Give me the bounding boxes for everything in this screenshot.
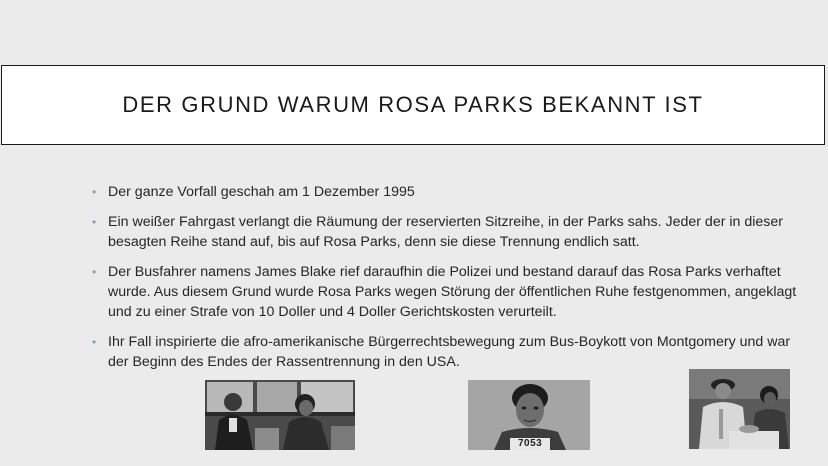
- title-box: [1, 65, 825, 145]
- bullet-item: [92, 182, 814, 202]
- bullet-dot-icon: •: [92, 185, 97, 199]
- bullet-dot-icon: •: [92, 215, 97, 229]
- bullet-item: [92, 332, 814, 372]
- bullet-text: Der ganze Vorfall geschah am 1 Dezember 1995: [108, 184, 415, 200]
- bullet-text: Der Busfahrer namens James Blake rief daraufhin die Polizei und bestand darauf das Rosa Parks verhaftet wurde. Aus diesem Grund wurde Rosa Parks wegen Störung der öffentlichen Ruhe festgenommen, angeklagt und zu einer Strafe von 10 Doller und 4 Doller Gerichtskosten verurteilt.: [108, 264, 797, 320]
- fingerprinting-photo: [689, 369, 790, 449]
- mugshot-placard-number: 7053: [518, 438, 543, 449]
- bullet-item: [92, 262, 814, 322]
- slide-title: DER GRUND WARUM ROSA PARKS BEKANNT IST: [122, 92, 704, 117]
- bullet-dot-icon: •: [92, 335, 97, 349]
- fingerprinting-photo-image: [689, 369, 790, 449]
- bullet-dot-icon: •: [92, 265, 97, 279]
- bullet-text: Ein weißer Fahrgast verlangt die Räumung der reservierten Sitzreihe, in der Parks sahs. Jeder der in dieser besagten Reihe stand auf, bis auf Rosa Parks, denn sie diese Trennung endlich satt.: [108, 214, 784, 250]
- mugshot-photo: [468, 380, 590, 450]
- bullet-list: [92, 182, 814, 382]
- bus-photo-image: [205, 380, 355, 450]
- bullet-text: Ihr Fall inspirierte die afro-amerikanische Bürgerrechtsbewegung zum Bus-Boykott von Montgomery und war der Beginn des Endes der Rassentrennung in den USA.: [108, 334, 791, 370]
- bullet-item: [92, 212, 814, 252]
- bus-photo: [205, 380, 355, 450]
